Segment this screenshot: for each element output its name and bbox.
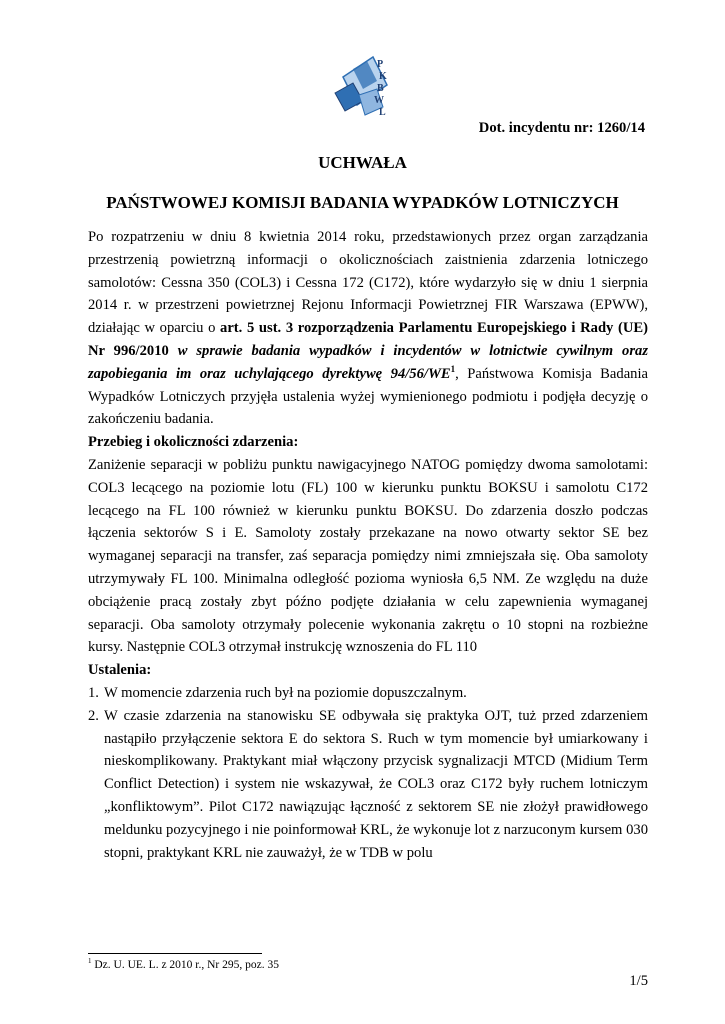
section-heading-findings: Ustalenia: [88, 662, 152, 679]
intro-text-1: Po rozpatrzeniu w dniu 8 kwietnia 2014 roku, przedstawionych przez organ zarządzania przestrzenią powietrzną informacji o okolicznościach zaistnienia zdarzenia lotniczego samolotów: Cessna 350 (COL3) i Cessna 172 (C172), które wydarzyło się w dniu 1 sierpnia 2014 r. w przestrzeni powietrznej Rejonu Informacji Powietrznej FIR Warszawa (EPWW), działając w oparciu o [88, 229, 648, 337]
pkbwl-logo-icon [333, 55, 393, 119]
footnote [88, 959, 279, 971]
intro-regulation: art. 5 ust. 3 rozporządzenia Parlamentu Europejskiego i Rady (UE) Nr 996/2010 [88, 320, 648, 359]
list-item [88, 705, 648, 865]
intro-regulation-title: w sprawie badania wypadków i incydentów w lotnictwie cywilnym oraz zapobiegania im oraz uchylającego dyrektywę 94/56/WE [88, 342, 648, 382]
list-item-text: W czasie zdarzenia na stanowisku SE odbywała się praktyka OJT, tuż przed zdarzeniem nastąpiło przyłączenie sektora E do sektora S. Ruch w tym momencie był umiarkowany i nieskomplikowany. Praktykant miał włączony przycisk sygnalizacji MTCD (Midium Term Conflict Detection) i system nie wskazywał, że COL3 oraz C172 były ruchem lotniczym „konfliktowym”. Pilot C172 nawiązując łączność z sektorem SE nie złożył prawidłowego meldunku pozycyjnego i nie poinformował KRL, że wykonuje lot z narzuconym kursem 030 stopni, praktykant KRL nie zauważył, że w TDB w polu [104, 707, 648, 861]
page-number: 1/5 [629, 973, 648, 989]
list-item-number: 2. [88, 707, 99, 724]
commission-title: PAŃSTWOWEJ KOMISJI BADANIA WYPADKÓW LOTNICZYCH [106, 193, 619, 212]
intro-text-2: , Państwowa Komisja Badania Wypadków Lotniczych przyjęła ustalenia wyżej wymienionego podmiotu i podjęła decyzję o zakończeniu badania. [88, 365, 648, 428]
document-body [88, 226, 648, 864]
section-heading-course: Przebieg i okoliczności zdarzenia: [88, 434, 299, 451]
footnote-marker: 1 [88, 957, 92, 966]
logo-letter-k: K [379, 71, 387, 82]
logo-letter-w: W [374, 95, 384, 106]
logo-letter-p: P [377, 59, 384, 70]
list-item [88, 682, 648, 705]
intro-paragraph [88, 226, 648, 431]
footnote-divider [88, 953, 262, 954]
footnote-text: Dz. U. UE. L. z 2010 r., Nr 295, poz. 35 [91, 959, 279, 971]
footnote-ref: 1 [450, 363, 456, 374]
course-paragraph: Zaniżenie separacji w pobliżu punktu nawigacyjnego NATOG pomiędzy dwoma samolotami: COL3 lecącego na poziomie lotu (FL) 100 w kierunku punktu BOKSU i samolotu C172 lecącego na FL 100 również w kierunku punktu BOKSU. Do zdarzenia doszło podczas łączenia sektorów S i E. Samoloty zostały przekazane na nowo otwarty sektor SE bez wymaganej separacji na transfer, zaś separacja pomiędzy nimi zmniejszała się. Oba samoloty utrzymywały FL 100. Minimalna odległość pozioma wyniosła 6,5 NM. Ze względu na duże obciążenie pracą zostały zbyt późno podjęte działania w celu zapewnienia wymaganej separacji. Oba samoloty otrzymały polecenie wykonania zakrętu o 10 stopni na rozbieżne kursy. Następnie COL3 otrzymał instrukcję wznoszenia do FL 110 [88, 456, 648, 656]
logo-letter-b: B [377, 83, 384, 94]
logo-letter-l: L [379, 107, 386, 118]
findings-list [88, 682, 648, 864]
list-item-text: W momencie zdarzenia ruch był na poziomie dopuszczalnym. [104, 684, 467, 701]
resolution-title: UCHWAŁA [318, 153, 407, 172]
list-item-number: 1. [88, 684, 99, 701]
incident-number: Dot. incydentu nr: 1260/14 [478, 120, 645, 136]
